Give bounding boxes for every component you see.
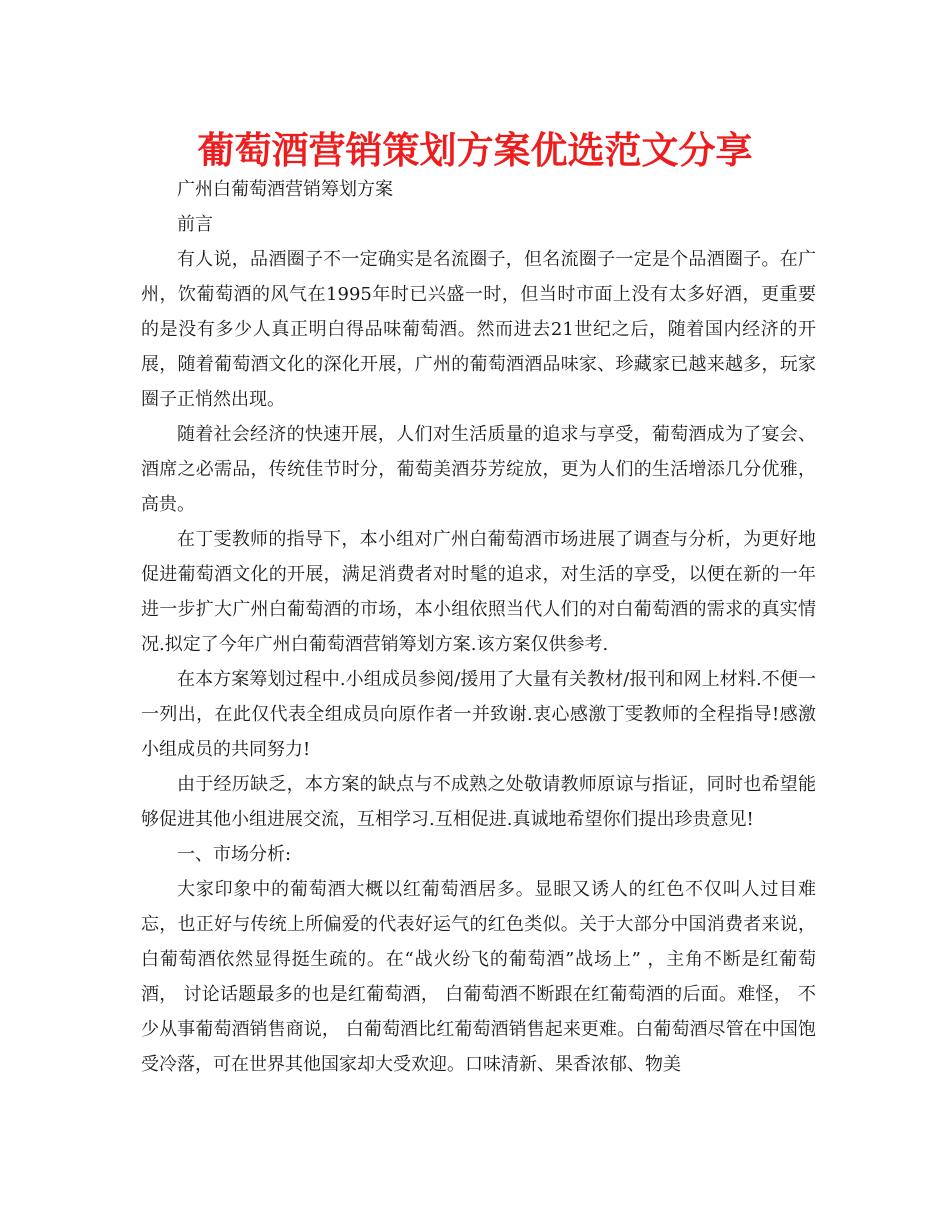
section-heading-market-analysis: 一、市场分析:	[177, 844, 292, 865]
paragraph: 在丁雯教师的指导下，本小组对广州白葡萄酒市场进展了调查与分析，为更好地促进葡萄酒文化的开展，满足消费者对时髦的追求，对生活的享受，以便在新的一年进一步扩大广州白葡萄酒的市场，本小组依照当代人们的对白葡萄酒的需求的真实情况.拟定了今年广州白葡萄酒营销筹划方案.该方案仅供参考.	[141, 529, 816, 655]
paragraph: 随着社会经济的快速开展，人们对生活质量的追求与享受，葡萄酒成为了宴会、酒席之必需品，传统佳节时分，葡萄美酒芬芳绽放，更为人们的生活增添几分优雅，高贵。	[141, 424, 816, 515]
section-heading-preface: 前言	[177, 214, 213, 235]
document-title: 葡萄酒营销策划方案优选范文分享	[197, 129, 753, 172]
paragraph: 在本方案筹划过程中.小组成员参阅/援用了大量有关教材/报刊和网上材料.不便一一列出，在此仅代表全组成员向原作者一并致谢.衷心感激丁雯教师的全程指导!感激小组成员的共同努力!	[141, 669, 816, 760]
paragraph: 由于经历缺乏，本方案的缺点与不成熟之处敬请教师原谅与指证，同时也希望能够促进其他小组进展交流，互相学习.互相促进.真诚地希望你们提出珍贵意见!	[141, 774, 816, 830]
paragraph: 有人说，品酒圈子不一定确实是名流圈子，但名流圈子一定是个品酒圈子。在广州，饮葡萄酒的风气在1995年时已兴盛一时，但当时市面上没有太多好酒，更重要的是没有多少人真正明白得品味葡萄酒。然而进去21世纪之后，随着国内经济的开展，随着葡萄酒文化的深化开展，广州的葡萄酒酒品味家、珍藏家已越来越多，玩家圈子正悄然出现。	[141, 249, 816, 410]
paragraph: 大家印象中的葡萄酒大概以红葡萄酒居多。显眼又诱人的红色不仅叫人过目难忘，也正好与传统上所偏爱的代表好运气的红色类似。关于大部分中国消费者来说，白葡萄酒依然显得挺生疏的。在“战火纷飞的葡萄酒”战场上” ，主角不断是红葡萄酒， 讨论话题最多的也是红葡萄酒， 白葡萄酒不断跟在红葡萄酒的后面。难怪， 不少从事葡萄酒销售商说， 白葡萄酒比红葡萄酒销售起来更难。白葡萄酒尽管在中国饱受冷落，可在世界其他国家却大受欢迎。口味清新、果香浓郁、物美	[141, 879, 816, 1075]
section-subtitle: 广州白葡萄酒营销筹划方案	[177, 179, 393, 200]
document-body	[141, 172, 816, 1082]
